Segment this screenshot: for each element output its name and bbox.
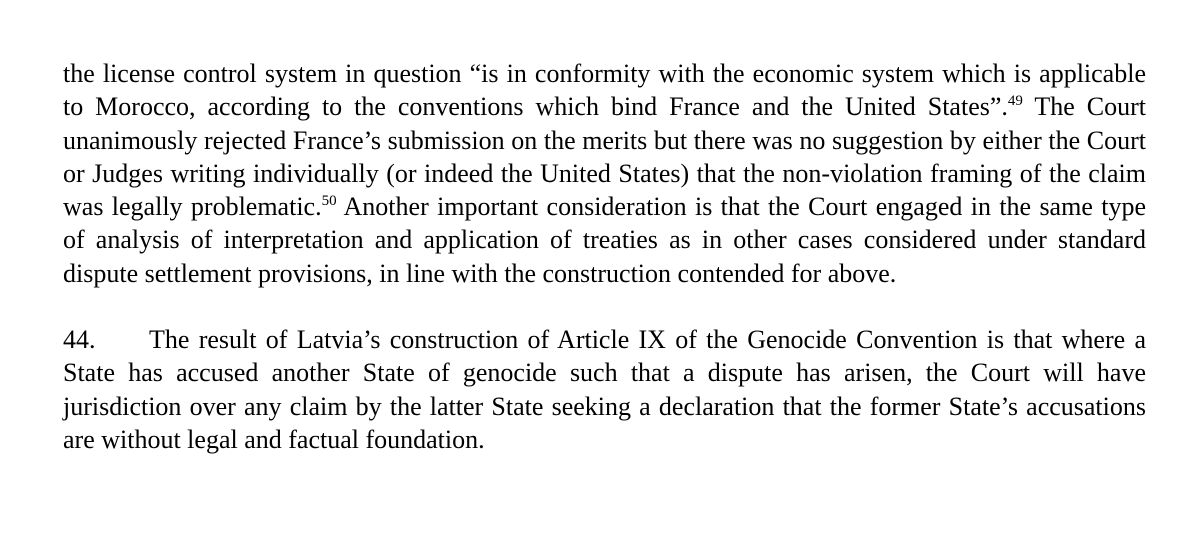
document-page: [63, 57, 1146, 456]
paragraph-number: 44.: [63, 325, 96, 355]
footnote-marker: 49: [1007, 93, 1023, 110]
footnote-marker: 50: [321, 193, 337, 210]
paragraph-text: the license control system in question “is in conformity with the economic system which is applicable to Morocco, according to the conventions which bind France and the United States”.: [63, 59, 1146, 122]
paragraph-text: Another important consideration is that the Court engaged in the same type of analysis of interpretation and application of treaties as in other cases considered under standard dispute settlement provisions, in line with the construction contended for above.: [63, 192, 1146, 288]
numbered-paragraph: [63, 323, 1146, 456]
paragraph-continuation: [63, 57, 1146, 290]
paragraph-text: The result of Latvia’s construction of Article IX of the Genocide Convention is that where a State has accused another State of genocide such that a dispute has arisen, the Court will have jurisdiction over any claim by the latter State seeking a declaration that the former State’s accusations are without legal and factual foundation.: [63, 325, 1146, 454]
paragraph-text: The Court unanimously rejected France’s submission on the merits but there was no suggestion by either the Court or Judges writing individually (or indeed the United States) that the non-violation framing of the claim was legally problematic.: [63, 92, 1146, 222]
